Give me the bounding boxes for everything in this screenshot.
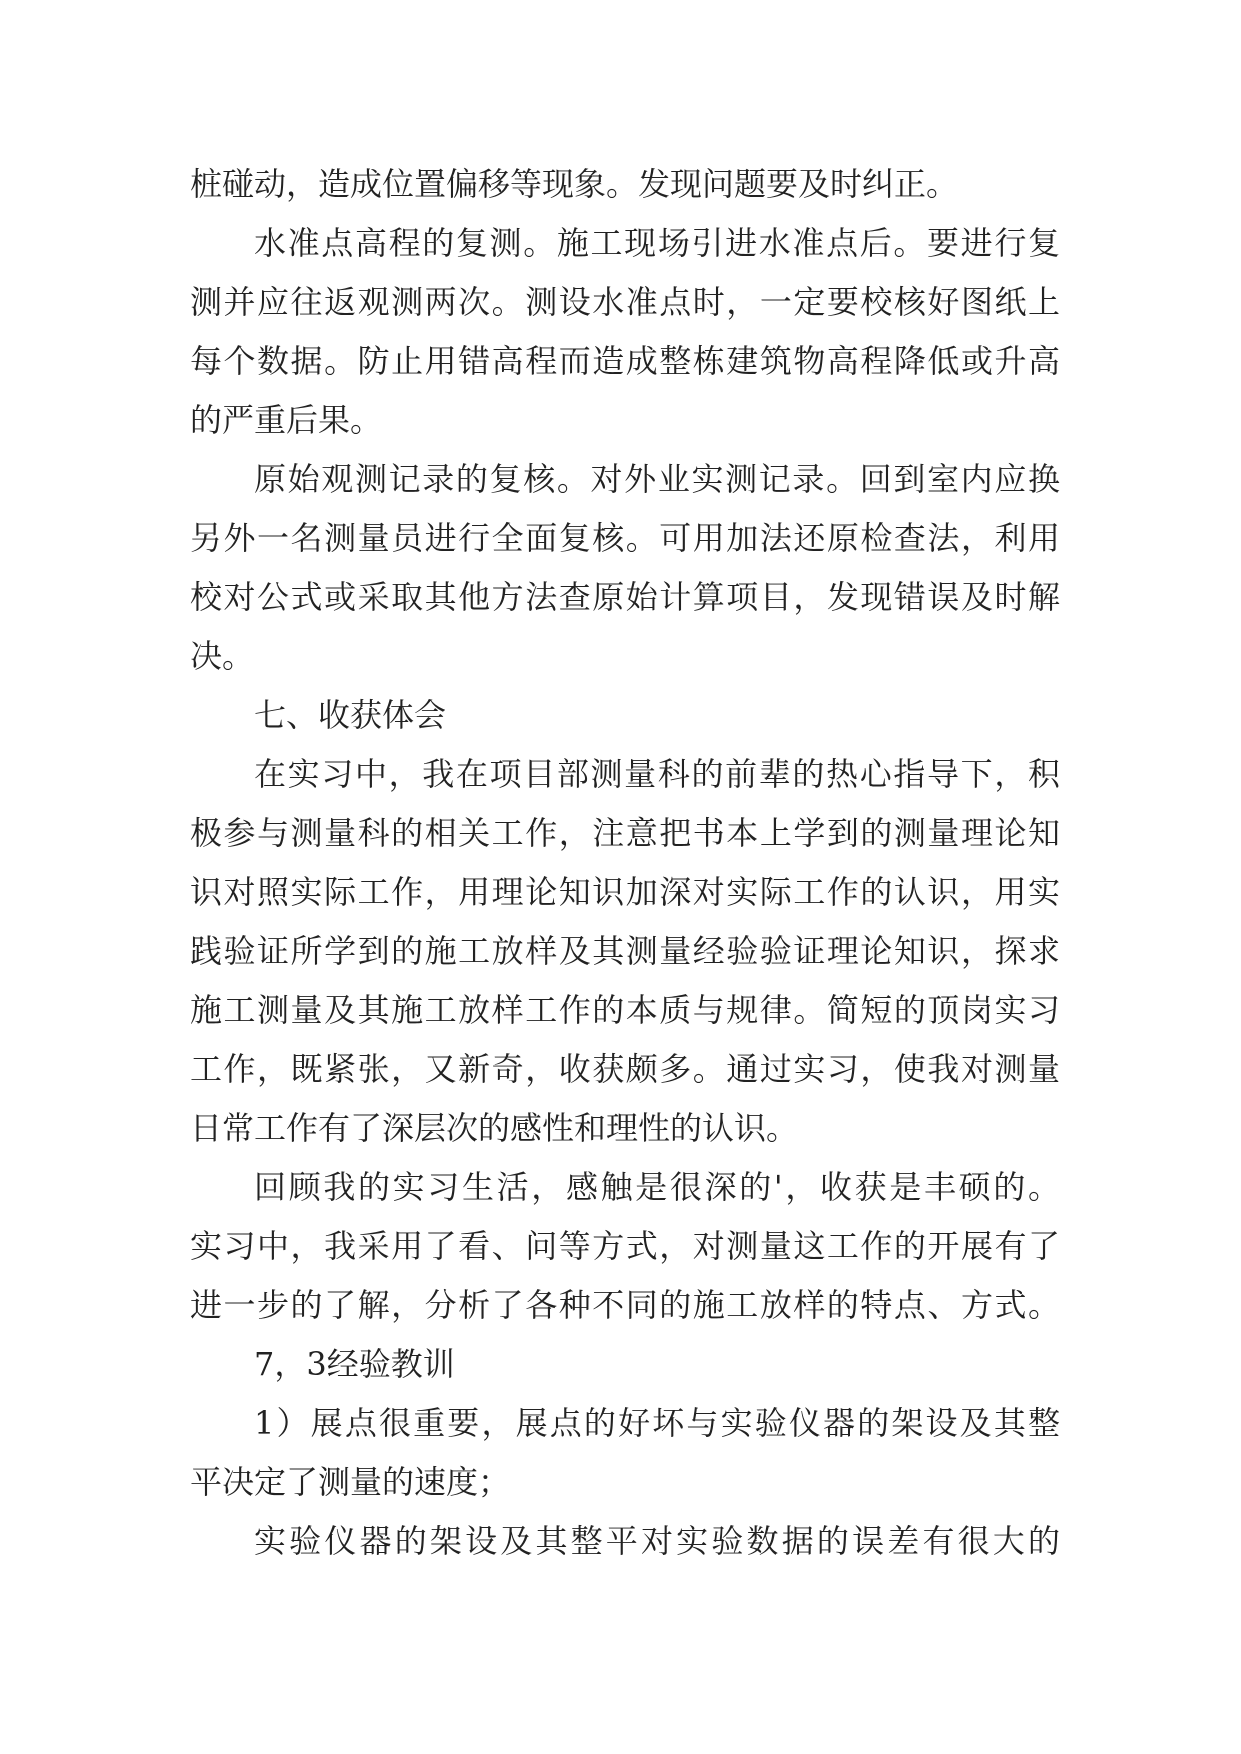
text-line: 在实习中，我在项目部测量科的前辈的热心指导下，积 (254, 755, 1060, 793)
text-line: 进一步的了解，分析了各种不同的施工放样的特点、方式。 (190, 1286, 1060, 1324)
text-line: 施工测量及其施工放样工作的本质与规律。简短的顶岗实习 (190, 991, 1060, 1029)
text-line: 践验证所学到的施工放样及其测量经验验证理论知识，探求 (190, 932, 1060, 970)
text-line: 校对公式或采取其他方法查原始计算项目，发现错误及时解 (190, 578, 1060, 616)
text-line: 实验仪器的架设及其整平对实验数据的误差有很大的 (254, 1522, 1060, 1560)
text-line: 的严重后果。 (190, 401, 383, 439)
text-line: 回顾我的实习生活，感触是很深的'，收获是丰硕的。 (254, 1168, 1060, 1206)
text-line: 极参与测量科的相关工作，注意把书本上学到的测量理论知 (190, 814, 1060, 852)
text-line: 原始观测记录的复核。对外业实测记录。回到室内应换 (254, 460, 1060, 498)
text-line: 工作，既紧张，又新奇，收获颇多。通过实习，使我对测量 (190, 1050, 1060, 1088)
text-line: 实习中，我采用了看、问等方式，对测量这工作的开展有了 (190, 1227, 1060, 1265)
text-line: 桩碰动，造成位置偏移等现象。发现问题要及时纠正。 (190, 165, 959, 203)
document-body (190, 155, 1060, 1571)
text-line: 另外一名测量员进行全面复核。可用加法还原检查法，利用 (190, 519, 1060, 557)
text-line: 每个数据。防止用错高程而造成整栋建筑物高程降低或升高 (190, 342, 1060, 380)
text-line: 决。 (190, 637, 255, 675)
text-line: 平决定了测量的速度； (190, 1463, 511, 1501)
text-line: 日常工作有了深层次的感性和理性的认识。 (190, 1109, 799, 1147)
text-line: 水准点高程的复测。施工现场引进水准点后。要进行复 (254, 224, 1060, 262)
text-line: 测并应往返观测两次。测设水准点时，一定要校核好图纸上 (190, 283, 1060, 321)
text-line: 七、收获体会 (254, 696, 447, 734)
text-line: 识对照实际工作，用理论知识加深对实际工作的认识，用实 (190, 873, 1060, 911)
text-line: 7，3经验教训 (254, 1345, 455, 1383)
text-line: 1）展点很重要，展点的好坏与实验仪器的架设及其整 (254, 1404, 1060, 1442)
